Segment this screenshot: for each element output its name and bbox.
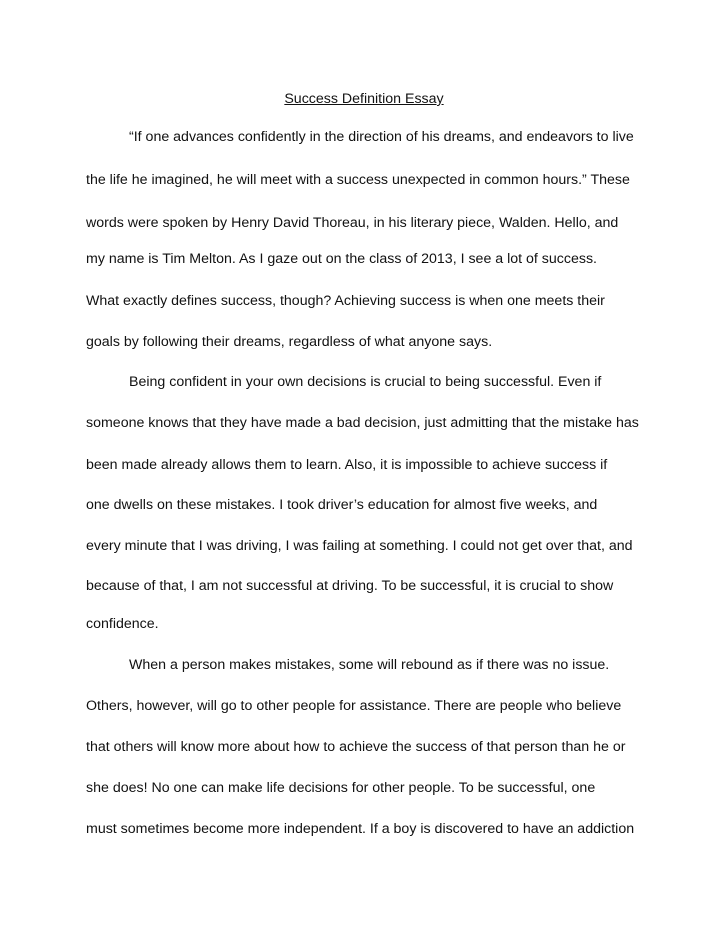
essay-line: been made already allows them to learn. Also, it is impossible to achieve success if — [86, 457, 608, 473]
essay-line: because of that, I am not successful at driving. To be successful, it is crucial to show — [86, 578, 614, 594]
essay-title: Success Definition Essay — [284, 91, 444, 107]
essay-line: goals by following their dreams, regardless of what anyone says. — [86, 334, 493, 350]
essay-line: one dwells on these mistakes. I took driver’s education for almost five weeks, and — [86, 497, 598, 513]
essay-line: my name is Tim Melton. As I gaze out on the class of 2013, I see a lot of success. — [86, 251, 597, 267]
essay-line: confidence. — [86, 616, 159, 632]
essay-line: Others, however, will go to other people for assistance. There are people who believe — [86, 698, 622, 714]
essay-line: someone knows that they have made a bad decision, just admitting that the mistake has — [86, 415, 639, 431]
essay-line: What exactly defines success, though? Achieving success is when one meets their — [86, 293, 605, 309]
essay-line: Being confident in your own decisions is crucial to being successful. Even if — [129, 374, 602, 390]
essay-line: the life he imagined, he will meet with a success unexpected in common hours.” These — [86, 172, 630, 188]
essay-line: When a person makes mistakes, some will rebound as if there was no issue. — [129, 657, 610, 673]
essay-line: she does! No one can make life decisions for other people. To be successful, one — [86, 780, 596, 796]
essay-line: must sometimes become more independent. If a boy is discovered to have an addiction — [86, 821, 635, 837]
essay-line: words were spoken by Henry David Thoreau, in his literary piece, Walden. Hello, and — [86, 215, 619, 231]
essay-line: every minute that I was driving, I was failing at something. I could not get over that, and — [86, 538, 633, 554]
essay-line: “If one advances confidently in the direction of his dreams, and endeavors to live — [129, 129, 634, 145]
essay-line: that others will know more about how to achieve the success of that person than he or — [86, 739, 626, 755]
